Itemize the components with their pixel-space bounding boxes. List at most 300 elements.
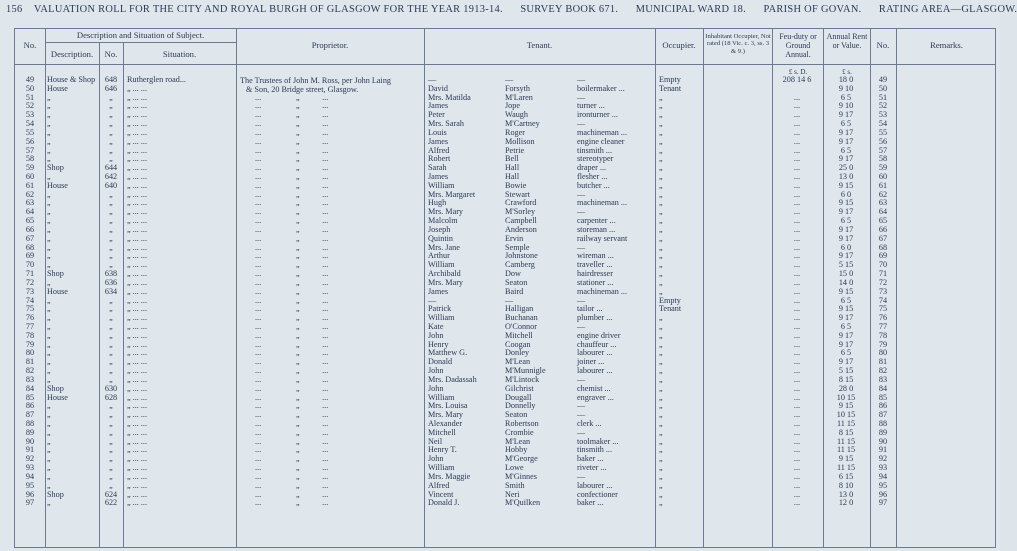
row-rent: 9 17 [838,127,854,137]
row-tenant-last: M'Cartney [505,119,540,129]
row-number: 96 [25,489,35,499]
row-number-right: 94 [878,471,888,481]
row-trade: machineman ... [577,198,628,208]
row-tenant-last: M'Lean [505,357,531,367]
row-house-number: „ [109,427,113,437]
row-situation: „ ... ... [127,145,148,155]
row-rent: 9 17 [838,154,854,164]
row-occupier: „ [659,374,663,384]
row-tenant-first: Robert [428,154,451,164]
row-feu-duty: ... [793,269,801,279]
row-house-number: 634 [104,286,118,296]
col-situation: Situation. [162,49,197,59]
roll-title: VALUATION ROLL FOR THE CITY AND ROYAL BURGH OF GLASGOW FOR THE YEAR 1913-14. [33,4,503,15]
row-trade: — [577,119,586,129]
row-proprietor-ditto: ... „ ... [255,119,329,129]
row-house-number: 624 [104,489,118,499]
row-occupier: „ [659,489,663,499]
row-situation: „ ... ... [127,242,148,252]
row-situation: „ ... ... [127,304,148,314]
row-house-number: „ [109,101,113,111]
row-tenant-first: Archibald [428,269,461,279]
row-feu-duty: ... [793,207,801,217]
row-occupier: „ [659,180,663,190]
row-occupier: „ [659,401,663,411]
row-tenant-first: David [428,83,449,93]
row-number-right: 77 [878,321,888,331]
row-description: „ [47,454,51,464]
row-house-number: „ [109,445,113,455]
row-occupier: „ [659,251,663,261]
row-tenant-last: M'Laren [505,92,533,102]
row-tenant-last: Seaton [505,410,528,420]
row-feu-duty: ... [793,277,801,287]
row-situation: „ ... ... [127,269,148,279]
row-tenant-first: William [428,260,455,270]
row-description: „ [47,198,51,208]
row-feu-duty: ... [793,154,801,164]
row-situation: „ ... ... [127,260,148,270]
row-house-number: „ [109,321,113,331]
row-number: 55 [25,127,35,137]
row-occupier: „ [659,110,663,120]
row-number-right: 49 [878,75,888,84]
row-occupier: „ [659,277,663,287]
row-tenant-first: Mrs. Dadassah [428,374,477,384]
row-feu-duty: ... [793,374,801,384]
row-feu-duty: ... [793,233,801,243]
row-feu-duty: ... [793,392,801,402]
parish: PARISH OF GOVAN. [763,4,862,15]
row-tenant-last: Crombie [505,427,534,437]
row-number: 70 [25,260,35,270]
row-house-number: 622 [104,498,118,508]
row-occupier: „ [659,463,663,473]
row-number: 92 [25,454,35,464]
row-feu-duty: ... [793,242,801,252]
row-rent: 9 17 [838,313,854,323]
row-number-right: 96 [878,489,888,499]
row-house-number: „ [109,436,113,446]
row-proprietor-ditto: ... „ ... [255,374,329,384]
col-desc-group: Description and Situation of Subject. [76,30,205,40]
row-tenant-first: Alfred [428,145,450,155]
row-number: 97 [25,498,35,508]
row-occupier: „ [659,286,663,296]
row-number-right: 63 [878,198,888,208]
row-occupier: „ [659,427,663,437]
row-number: 94 [25,471,35,481]
row-tenant-last: M'Sorley [505,207,536,217]
row-description: „ [47,251,51,261]
row-feu-duty: ... [793,418,801,428]
row-situation: „ ... ... [127,251,148,261]
row-occupier: „ [659,101,663,111]
row-number-right: 67 [878,233,888,243]
row-description: „ [47,127,51,137]
row-rent: 11 15 [836,463,856,473]
row-tenant-first: Kate [428,321,444,331]
row-tenant-first: Sarah [428,163,447,173]
row-rent: 8 15 [838,374,854,384]
row-trade: baker ... [577,498,604,508]
row-feu-duty: ... [793,454,801,464]
row-tenant-last: Buchanan [505,313,538,323]
row-trade: chauffeur ... [577,339,617,349]
row-trade: — [577,471,586,481]
row-number: 56 [25,136,35,146]
row-house-number: „ [109,330,113,340]
row-number-right: 88 [878,418,888,428]
row-number-right: 83 [878,374,888,384]
row-tenant-first: — [428,75,437,84]
feu-money-header: £ s. D. [788,68,808,76]
row-number: 50 [25,83,35,93]
row-feu-duty: ... [793,180,801,190]
row-trade: — [577,207,586,217]
row-rent: 6 5 [840,348,852,358]
row-feu-duty: ... [793,410,801,420]
row-trade: tailor ... [577,304,603,314]
proprietor-line-1: The Trustees of John M. Ross, per John Laing [240,76,392,85]
row-situation: „ ... ... [127,445,148,455]
row-feu-duty: ... [793,260,801,270]
row-house-number: „ [109,207,113,217]
row-trade: clerk ... [577,418,602,428]
row-situation: „ ... ... [127,366,148,376]
row-rent: 9 15 [838,198,854,208]
row-feu-duty: ... [793,445,801,455]
row-rent: 6 5 [840,295,852,305]
row-tenant-first: Mrs. Sarah [428,119,464,129]
row-situation: Rutherglen road... [127,75,186,84]
col-description: Description. [50,49,94,59]
col-remarks: Remarks. [930,40,963,50]
row-situation: „ ... ... [127,321,148,331]
row-trade: joiner ... [577,357,605,367]
row-situation: „ ... ... [127,410,148,420]
row-description: „ [47,216,51,226]
row-proprietor-ditto: ... „ ... [255,471,329,481]
row-description: „ [47,304,51,314]
row-rent: 10 15 [836,410,856,420]
table-row [15,499,997,508]
col-feu-duty: Feu-duty or Ground Annual. [779,32,817,59]
row-proprietor-ditto: ... „ ... [255,180,329,190]
row-tenant-first: John [428,330,444,340]
row-proprietor-ditto: ... „ ... [255,321,329,331]
row-trade: — [577,295,586,305]
row-tenant-first: James [428,101,449,111]
row-proprietor-ditto: ... „ ... [255,330,329,340]
row-number: 72 [25,277,35,287]
row-trade: baker ... [577,454,604,464]
row-description: „ [47,295,51,305]
row-situation: „ ... ... [127,471,148,481]
row-number-right: 95 [878,480,888,490]
row-house-number: 644 [104,163,118,173]
row-proprietor-ditto: ... „ ... [255,198,329,208]
row-description: „ [47,260,51,270]
row-feu-duty: ... [793,92,801,102]
row-house-number: „ [109,110,113,120]
row-description: „ [47,418,51,428]
row-tenant-last: M'Munnigle [505,366,546,376]
row-number: 82 [25,366,35,376]
row-tenant-last: Hobby [505,445,528,455]
row-trade: plumber ... [577,313,613,323]
row-situation: „ ... ... [127,180,148,190]
row-tenant-last: Hall [505,172,520,182]
row-situation: „ ... ... [127,295,148,305]
municipal-ward: MUNICIPAL WARD 18. [635,4,747,15]
row-situation: „ ... ... [127,172,148,182]
row-description: House & Shop [47,75,96,84]
row-proprietor-ditto: ... „ ... [255,110,329,120]
survey-book: SURVEY BOOK 671. [520,4,619,15]
row-tenant-last: — [505,75,514,84]
table-row [15,385,997,394]
row-situation: „ ... ... [127,83,148,93]
row-proprietor-ditto: ... „ ... [255,136,329,146]
row-description: „ [47,357,51,367]
row-proprietor-ditto: ... „ ... [255,251,329,261]
row-number-right: 70 [878,260,888,270]
row-rent: 28 0 [838,383,854,393]
row-trade: railway servant [577,233,628,243]
row-house-number: 636 [104,277,118,287]
row-rent: 9 17 [838,224,854,234]
row-trade: flesher ... [577,172,608,182]
row-house-number: „ [109,374,113,384]
row-number-right: 59 [878,163,888,173]
row-number-right: 73 [878,286,888,296]
row-house-number: „ [109,357,113,367]
row-number-right: 74 [878,295,888,305]
row-description: „ [47,136,51,146]
row-rent: 6 0 [840,242,852,252]
row-number: 69 [25,251,35,261]
row-tenant-first: Mitchell [428,427,456,437]
row-proprietor-ditto: ... „ ... [255,145,329,155]
row-trade: labourer ... [577,348,613,358]
row-number-right: 72 [878,277,888,287]
row-rent: 6 5 [840,216,852,226]
row-occupier: „ [659,136,663,146]
row-number: 77 [25,321,35,331]
row-tenant-last: Hall [505,163,520,173]
row-tenant-last: — [505,295,514,305]
col-annual-rent: Annual Rent or Value. [826,32,868,50]
row-tenant-first: William [428,463,455,473]
row-tenant-first: John [428,383,444,393]
row-tenant-last: M'Lean [505,436,531,446]
row-occupier: „ [659,454,663,464]
row-description: „ [47,445,51,455]
row-situation: „ ... ... [127,163,148,173]
row-rent: 9 17 [838,339,854,349]
row-house-number: „ [109,339,113,349]
col-number: No. [104,49,118,59]
row-proprietor-ditto: ... „ ... [255,207,329,217]
col-no: No. [23,40,37,50]
row-description: „ [47,92,51,102]
row-occupier: „ [659,260,663,270]
row-rent: 13 0 [838,489,854,499]
row-house-number: „ [109,233,113,243]
row-trade: machineman ... [577,127,628,137]
row-number-right: 64 [878,207,888,217]
row-number-right: 75 [878,304,888,314]
row-tenant-last: Jope [505,101,521,111]
row-description: „ [47,463,51,473]
row-number: 88 [25,418,35,428]
row-trade: — [577,410,586,420]
row-number: 84 [25,383,35,393]
row-tenant-first: Louis [428,127,447,137]
row-house-number: „ [109,145,113,155]
row-proprietor-ditto: ... „ ... [255,392,329,402]
row-description: „ [47,436,51,446]
row-feu-duty: ... [793,295,801,305]
row-feu-duty: ... [793,480,801,490]
row-rent: 9 17 [838,251,854,261]
row-proprietor-ditto: ... „ ... [255,269,329,279]
row-number-right: 79 [878,339,888,349]
row-house-number: „ [109,216,113,226]
row-trade: — [577,75,586,84]
row-tenant-last: Mitchell [505,330,533,340]
row-number-right: 62 [878,189,888,199]
row-tenant-first: Henry [428,339,449,349]
row-occupier: „ [659,445,663,455]
row-situation: „ ... ... [127,418,148,428]
row-house-number: „ [109,418,113,428]
row-house-number: „ [109,242,113,252]
row-proprietor-ditto: ... „ ... [255,357,329,367]
row-situation: „ ... ... [127,454,148,464]
row-description: House [47,286,68,296]
row-situation: „ ... ... [127,136,148,146]
row-tenant-first: Neil [428,436,443,446]
row-proprietor-ditto: ... „ ... [255,498,329,508]
row-situation: „ ... ... [127,489,148,499]
row-tenant-last: Campbell [505,216,537,226]
row-rent: 11 15 [836,445,856,455]
row-trade: — [577,321,586,331]
row-tenant-last: Dow [505,269,521,279]
row-trade: machineman ... [577,286,628,296]
row-number: 63 [25,198,35,208]
row-number-right: 91 [878,445,888,455]
row-description: „ [47,348,51,358]
row-situation: „ ... ... [127,383,148,393]
row-tenant-first: — [428,295,437,305]
row-number: 91 [25,445,35,455]
row-tenant-last: Petrie [505,145,525,155]
row-feu-duty: ... [793,339,801,349]
row-rent: 9 17 [838,233,854,243]
row-tenant-last: Bowie [505,180,527,190]
row-feu-duty: ... [793,136,801,146]
row-description: „ [47,207,51,217]
row-tenant-first: John [428,366,444,376]
row-tenant-first: Henry T. [428,445,457,455]
row-trade: draper ... [577,163,607,173]
row-description: „ [47,233,51,243]
row-number: 87 [25,410,35,420]
row-rent: 25 0 [838,163,854,173]
row-situation: „ ... ... [127,224,148,234]
row-number-right: 87 [878,410,888,420]
row-number-right: 61 [878,180,888,190]
row-house-number: „ [109,119,113,129]
row-rent: 9 17 [838,357,854,367]
row-situation: „ ... ... [127,401,148,411]
row-proprietor-ditto: ... „ ... [255,383,329,393]
row-situation: „ ... ... [127,233,148,243]
col-occupier: Occupier. [662,40,696,50]
row-tenant-first: Quintin [428,233,454,243]
row-occupier: „ [659,383,663,393]
row-tenant-last: Semple [505,242,530,252]
row-tenant-first: Malcolm [428,216,458,226]
row-tenant-last: O'Connor [505,321,537,331]
row-proprietor-ditto: ... „ ... [255,436,329,446]
row-house-number: „ [109,198,113,208]
row-number-right: 58 [878,154,888,164]
row-rent: 9 17 [838,110,854,120]
row-house-number: „ [109,304,113,314]
row-number: 76 [25,313,35,323]
row-number: 79 [25,339,35,349]
row-tenant-last: Robertson [505,418,539,428]
row-tenant-last: Mollison [505,136,535,146]
row-description: „ [47,172,51,182]
row-tenant-first: Mrs. Louisa [428,401,468,411]
row-occupier: „ [659,330,663,340]
row-number: 85 [25,392,35,402]
table-row [15,288,997,297]
row-proprietor-ditto: ... „ ... [255,480,329,490]
row-house-number: „ [109,189,113,199]
row-house-number: „ [109,454,113,464]
row-feu-duty: ... [793,198,801,208]
row-house-number: „ [109,366,113,376]
row-trade: stereotyper [577,154,614,164]
row-trade: engine cleaner [577,136,625,146]
row-tenant-last: Seaton [505,277,528,287]
row-feu-duty: ... [793,304,801,314]
row-trade: boilermaker ... [577,83,625,93]
proprietor-line-2: & Son, 20 Bridge street, Glasgow. [246,85,359,94]
row-proprietor-ditto: ... „ ... [255,348,329,358]
row-proprietor-ditto: ... „ ... [255,277,329,287]
row-occupier: „ [659,269,663,279]
row-number: 67 [25,233,35,243]
row-description: „ [47,471,51,481]
row-number-right: 90 [878,436,888,446]
row-trade: — [577,242,586,252]
row-tenant-first: John [428,454,444,464]
row-tenant-last: M'George [505,454,538,464]
row-tenant-last: Forsyth [505,83,531,93]
row-rent: 9 15 [838,304,854,314]
row-number: 58 [25,154,35,164]
row-tenant-last: Waugh [505,110,528,120]
row-house-number: „ [109,92,113,102]
row-number: 80 [25,348,35,358]
